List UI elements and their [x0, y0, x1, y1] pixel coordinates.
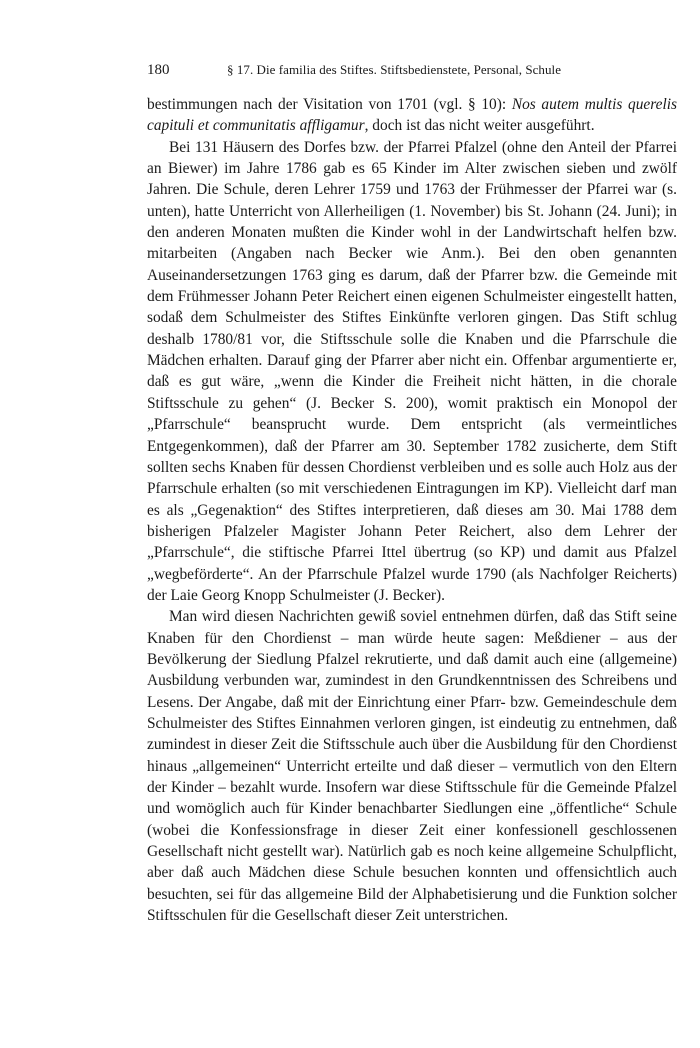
body-text: [147, 94, 677, 926]
paragraph-text: , doch ist das nicht weiter ausgeführt.: [364, 117, 595, 135]
paragraph: Bei 131 Häusern des Dorfes bzw. der Pfarrei Pfalzel (ohne den Anteil der Pfarrei an Biewer) im Jahre 1786 gab es 65 Kinder im Alter zwischen sieben und zwölf Jahren. Die Schule, deren Lehrer 1759 und 1763 der Frühmesser der Pfarrei war (s. unten), hatte Unterricht von Allerheiligen (1. November) bis St. Johann (24. Juni); in den anderen Monaten mußten die Kinder wohl in der Landwirtschaft helfen bzw. mitarbeiten (Angaben nach Becker wie Anm.). Bei den oben genannten Auseinandersetzungen 1763 ging es darum, daß der Pfarrer bzw. die Gemeinde mit dem Frühmesser Johann Peter Reichert einen eigenen Schulmeister eingestellt hatten, sodaß dem Schulmeister des Stiftes Einkünfte verloren gingen. Das Stift schlug deshalb 1780/81 vor, die Stiftsschule solle die Knaben und die Pfarrschule die Mädchen erhalten. Darauf ging der Pfarrer aber nicht ein. Offenbar argumentierte er, daß es gut wäre, „wenn die Kinder die Freiheit nicht hätten, in die chorale Stiftsschule zu gehen“ (J. Becker S. 200), womit praktisch ein Monopol der „Pfarrschule“ beansprucht wurde. Dem entspricht (als vermeintliches Entgegenkommen), daß der Pfarrer am 30. September 1782 zusicherte, dem Stift sollten sechs Knaben für dessen Chordienst verbleiben und es solle auch Holz aus der Pfarrschule erhalten (so mit verschiedenen Eintragungen im KP). Vielleicht darf man es als „Gegenaktion“ des Stiftes interpretieren, daß dieses am 30. Mai 1788 dem bisherigen Pfalzeler Magister Johann Peter Reichert, also dem Lehrer der „Pfarrschule“, die stiftische Pfarrei Ittel übertrug (so KP) und damit aus Pfalzel „wegbeförderte“. An der Pfarrschule Pfalzel wurde 1790 (als Nachfolger Reicherts) der Laie Georg Knopp Schulmeister (J. Becker).: [147, 138, 677, 604]
page-number: 180: [147, 62, 170, 78]
book-page: [147, 60, 677, 926]
paragraph-continued: [147, 94, 677, 137]
paragraph-text: bestimmungen nach der Visitation von 1701 (vgl. § 10):: [147, 96, 512, 113]
running-header: [147, 60, 677, 94]
paragraph: Man wird diesen Nachrichten gewiß soviel entnehmen dürfen, daß das Stift seine Knaben für den Chordienst – man würde heute sagen: Meßdiener – aus der Bevölkerung der Siedlung Pfalzel rekrutierte, und daß damit auch eine (allgemeine) Ausbildung verbunden war, zumindest in den Grundkenntnissen des Schreibens und Lesens. Der Angabe, daß mit der Einrichtung einer Pfarr- bzw. Gemeindeschule dem Schulmeister des Stiftes Einnahmen verloren gingen, ist eindeutig zu entnehmen, daß zumindest in dieser Zeit die Stiftsschule auch über die Ausbildung für den Chordienst hinaus „allgemeinen“ Unterricht erteilte und daß dieser – vermutlich von den Eltern der Kinder – bezahlt wurde. Insofern war diese Stiftsschule für die Gemeinde Pfalzel und womöglich auch für Kinder benachbarter Siedlungen eine „öffentliche“ Schule (wobei die Konfessionsfrage in dieser Zeit einer konfessionell geschlossenen Gesellschaft nicht gestellt war). Natürlich gab es noch keine allgemeine Schulpflicht, aber daß auch Mädchen diese Schule besuchen konnten und offensichtlich auch besuchten, sei für das allgemeine Bild der Alphabetisierung und die Funktion solcher Stiftsschulen für die Gesellschaft dieser Zeit unterstrichen.: [147, 608, 677, 925]
running-title: § 17. Die familia des Stiftes. Stiftsbedienstete, Personal, Schule: [227, 62, 562, 77]
latin-quotation: Nos autem multis querelis capituli et communitatis affligamur: [147, 96, 678, 135]
